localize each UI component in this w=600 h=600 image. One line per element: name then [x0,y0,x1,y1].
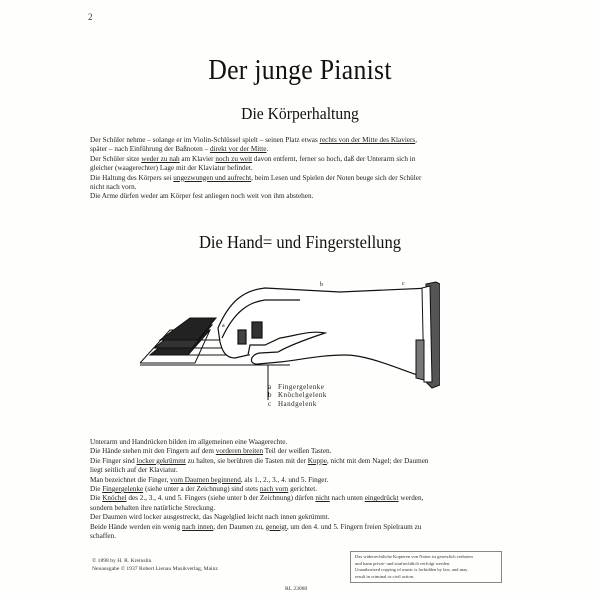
section-heading-hand-position: Die Hand= und Fingerstellung [198,232,402,252]
text-segment: werden, [398,494,424,503]
text-segment: , [415,136,417,144]
text-segment: liegt seitlich auf der Klaviatur. [90,466,178,475]
emphasized-text: Fingergelenke [102,485,144,494]
emphasized-text: locker gekrümmt [136,456,186,465]
emphasized-text: nach vorn [259,485,289,494]
figure-label-b: b [320,282,323,288]
text-segment: Der Schüler nehme – solange er im Violin-Schlüssel spielt – seinen Platz etwas [90,136,320,144]
text-line [90,438,515,447]
text-segment: Die [90,494,103,503]
figure-label-c: c [402,281,405,287]
emphasized-text: geneigt [265,522,287,531]
text-segment: Die [90,485,103,494]
emphasized-text: rechts von der Mitte des Klaviers [319,136,416,144]
text-segment: Beide Hände werden ein wenig [90,522,183,531]
text-segment: schaffen. [90,532,117,541]
text-line [90,164,515,173]
copyright-notice: © 1898 by H. R. Kreinslin Neuausgabe © 1937 Robert Lienau Musikverlag, Mainz [92,558,218,572]
text-segment: Die Finger sind [90,456,137,465]
page-number: 2 [88,12,93,22]
text-segment: Die Arme dürfen weder am Körper fest anliegen noch weit von ihm abstehen. [90,192,314,201]
hand-icon [218,288,432,380]
text-line [90,513,515,522]
text-line [90,174,515,183]
copying-notice-box: Das widerrechtliche Kopieren von Noten ist gesetzlich verboten und kann privat- und strafrechtlich verfolgt werden. Unauthorized copying of music is forbidden by law, and may result in criminal or civil action. [350,551,502,583]
section-heading-posture: Die Körperhaltung [241,104,359,123]
text-line [90,145,515,154]
emphasized-text: nicht [315,494,330,503]
text-segment: nach unten [329,494,365,503]
emphasized-text: Knöchel [102,494,127,503]
emphasized-text: ungezwungen und aufrecht [173,173,252,182]
text-segment: Man bezeichnet die Finger, [90,475,171,484]
emphasized-text: nach innen [182,522,214,531]
text-line [90,136,515,145]
catalog-number: RL 23080 [285,586,308,592]
figure-legend [268,383,327,408]
emphasized-text: direkt vor der Mitte [209,145,267,154]
text-segment: , um den 4. und 5. Fingern freien Spielraum zu [286,522,422,531]
text-segment: . [266,145,269,154]
text-segment: später – nach Einführung der Baßnoten – [90,145,210,154]
text-line [90,532,515,541]
text-segment: sondern behalten ihre natürliche Streckung. [90,503,216,512]
text-segment: davon entfernt, ferner so hoch, daß der Unterarm sich in [252,154,416,163]
hand-on-keyboard-illustration [140,270,440,400]
text-line [90,155,515,164]
text-segment: gerichtet. [288,485,318,494]
text-line [90,466,515,475]
text-segment: des 2., 3., 4. und 5. Fingers (siehe unter b der Zeichnung) dürfen [126,494,316,503]
text-segment: gleicher (waagerechter) Lage mit der Klaviatur befindet. [90,164,253,173]
text-segment: , als 1., 2., 3., 4. und 5. Finger. [240,475,329,484]
text-line [90,447,515,456]
text-segment: Die Hände stehen mit den Fingern auf dem [90,447,216,456]
posture-paragraph [90,136,515,202]
text-segment: , nicht mit dem Nagel; der Daumen [326,456,429,465]
emphasized-text: weder zu nah [141,154,180,163]
emphasized-text: noch zu weit [215,154,253,163]
text-line [90,494,515,503]
text-segment: Der Schüler sitze [90,154,142,163]
legend-item: b Knöchelgelenk [268,391,327,400]
text-segment: Die Haltung des Körpers sei [90,173,174,182]
page-title: Der junge Pianist [208,55,392,86]
text-segment: am Klavier [179,154,216,163]
text-line [90,485,515,494]
text-line [90,504,515,513]
text-segment: Unterarm und Handrücken bilden im allgemeinen eine Waagerechte. [90,438,288,446]
text-segment: zu halten, sie berühren die Tasten mit der [185,456,308,465]
emphasized-text: Kuppe [307,456,327,465]
text-segment: , den Daumen zu, [213,522,266,531]
emphasized-text: eingedrückt [364,494,399,503]
text-segment: , beim Lesen und Spielen der Noten beuge sich der Schüler [251,173,422,182]
text-line [90,192,515,201]
text-segment: nicht nach vorn. [90,183,137,192]
text-segment: Teil der weißen Tasten. [263,447,332,456]
text-line [90,183,515,192]
text-segment: (siehe unter a der Zeichnung) sind stets [143,485,260,494]
hand-position-paragraph [90,438,515,541]
text-line [90,523,515,532]
legend-item: a Fingergelenke [268,383,325,391]
emphasized-text: vorderen breiten [215,447,264,456]
text-segment: Der Daumen wird locker ausgestreckt, das Nagelglied leicht nach innen gekrümmt. [90,513,330,522]
text-line [90,457,515,466]
legend-item: c Handgelenk [268,399,317,408]
figure-label-a: a [222,323,225,329]
emphasized-text: vom Daumen beginnend [170,475,241,484]
text-line [90,476,515,485]
